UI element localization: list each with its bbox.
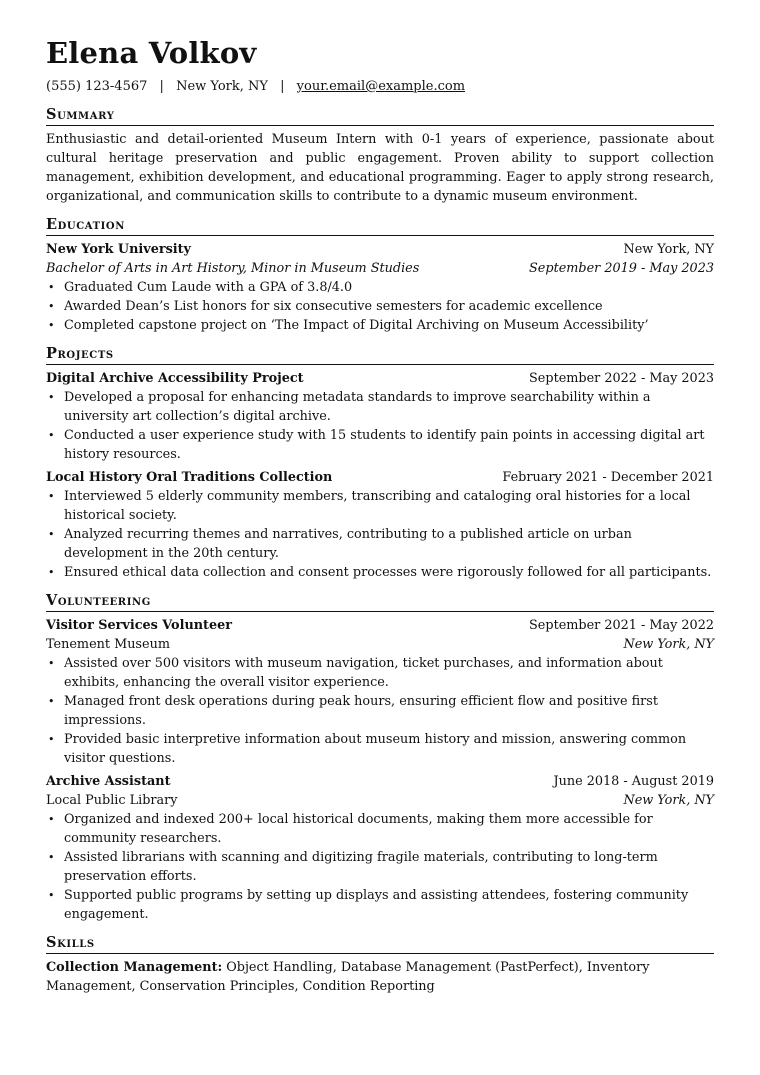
- bullet-item: • Ensured ethical data collection and consent processes were rigorously followed for all participants.: [64, 563, 714, 582]
- education-entry: [46, 240, 714, 335]
- skill-category: Collection Management:: [46, 960, 223, 975]
- section-heading-volunteering: Volunteering: [46, 592, 714, 612]
- candidate-name: Elena Volkov: [46, 36, 257, 70]
- bullet-item: • Organized and indexed 200+ local historical documents, making them more accessible for community researchers.: [64, 810, 714, 848]
- project-dates: September 2022 - May 2023: [529, 371, 714, 386]
- project-dates: February 2021 - December 2021: [502, 470, 714, 485]
- project-entry: [46, 369, 714, 464]
- role-title: Archive Assistant: [46, 774, 171, 789]
- section-heading-skills: Skills: [46, 934, 714, 954]
- education-bullets: [46, 278, 714, 335]
- entry-subheader-row: [46, 259, 714, 278]
- project-entry: [46, 468, 714, 582]
- organization: Local Public Library: [46, 793, 178, 808]
- bullet-item: • Provided basic interpretive information about museum history and mission, answering common visitor questions.: [64, 730, 714, 768]
- section-heading-projects: Projects: [46, 345, 714, 365]
- degree: Bachelor of Arts in Art History, Minor in Museum Studies: [46, 261, 420, 276]
- entry-header-row: [46, 772, 714, 791]
- volunteer-bullets: [46, 810, 714, 924]
- education-dates: September 2019 - May 2023: [529, 261, 714, 276]
- bullet-item: • Assisted over 500 visitors with museum navigation, ticket purchases, and information about exhibits, enhancing the overall visitor experience.: [64, 654, 714, 692]
- project-bullets: [46, 487, 714, 582]
- volunteer-entry: [46, 616, 714, 768]
- project-bullets: [46, 388, 714, 464]
- bullet-item: • Assisted librarians with scanning and digitizing fragile materials, contributing to long-term preservation efforts.: [64, 848, 714, 886]
- project-title: Digital Archive Accessibility Project: [46, 371, 304, 386]
- section-heading-summary: Summary: [46, 106, 714, 126]
- entry-subheader-row: [46, 635, 714, 654]
- role-dates: September 2021 - May 2022: [529, 618, 714, 633]
- bullet-item: • Managed front desk operations during peak hours, ensuring efficient flow and positive first impressions.: [64, 692, 714, 730]
- bullet-item: • Interviewed 5 elderly community members, transcribing and cataloging oral histories for a local historical society.: [64, 487, 714, 525]
- section-heading-education: Education: [46, 216, 714, 236]
- role-location: New York, NY: [623, 637, 714, 652]
- bullet-item: • Awarded Dean’s List honors for six consecutive semesters for academic excellence: [64, 297, 714, 316]
- entry-header-row: [46, 369, 714, 388]
- phone-number: (555) 123-4567: [46, 79, 148, 94]
- contact-line: [46, 78, 714, 96]
- entry-header-row: [46, 616, 714, 635]
- volunteer-bullets: [46, 654, 714, 768]
- school-location: New York, NY: [623, 242, 714, 257]
- entry-subheader-row: [46, 791, 714, 810]
- entry-header-row: [46, 468, 714, 487]
- location: New York, NY: [176, 79, 268, 94]
- bullet-item: • Supported public programs by setting up displays and assisting attendees, fostering community engagement.: [64, 886, 714, 924]
- bullet-item: • Analyzed recurring themes and narratives, contributing to a published article on urban development in the 20th century.: [64, 525, 714, 563]
- project-title: Local History Oral Traditions Collection: [46, 470, 333, 485]
- organization: Tenement Museum: [46, 637, 170, 652]
- email-link[interactable]: your.email@example.com: [296, 79, 466, 94]
- skill-list: Object Handling, Database Management (PastPerfect), Inventory Management, Conservation Principles, Condition Reporting: [46, 960, 650, 994]
- contact-separator: |: [280, 79, 285, 94]
- volunteer-entry: [46, 772, 714, 924]
- role-title: Visitor Services Volunteer: [46, 618, 232, 633]
- role-dates: June 2018 - August 2019: [553, 774, 714, 789]
- bullet-item: • Developed a proposal for enhancing metadata standards to improve searchability within a university art collection’s digital archive.: [64, 388, 714, 426]
- skills-line: [46, 958, 714, 996]
- bullet-item: • Graduated Cum Laude with a GPA of 3.8/4.0: [64, 278, 714, 297]
- role-location: New York, NY: [623, 793, 714, 808]
- school-name: New York University: [46, 242, 191, 257]
- bullet-item: • Completed capstone project on ‘The Impact of Digital Archiving on Museum Accessibility’: [64, 316, 714, 335]
- summary-text: Enthusiastic and detail-oriented Museum Intern with 0-1 years of experience, passionate about cultural heritage preservation and public engagement. Proven ability to support collection management, exhibition development, and educational programming. Eager to apply strong research, organizational, and communication skills to contribute to a dynamic museum environment.: [46, 132, 714, 204]
- bullet-item: • Conducted a user experience study with 15 students to identify pain points in accessing digital art history resources.: [64, 426, 714, 464]
- contact-separator: |: [159, 79, 164, 94]
- entry-header-row: [46, 240, 714, 259]
